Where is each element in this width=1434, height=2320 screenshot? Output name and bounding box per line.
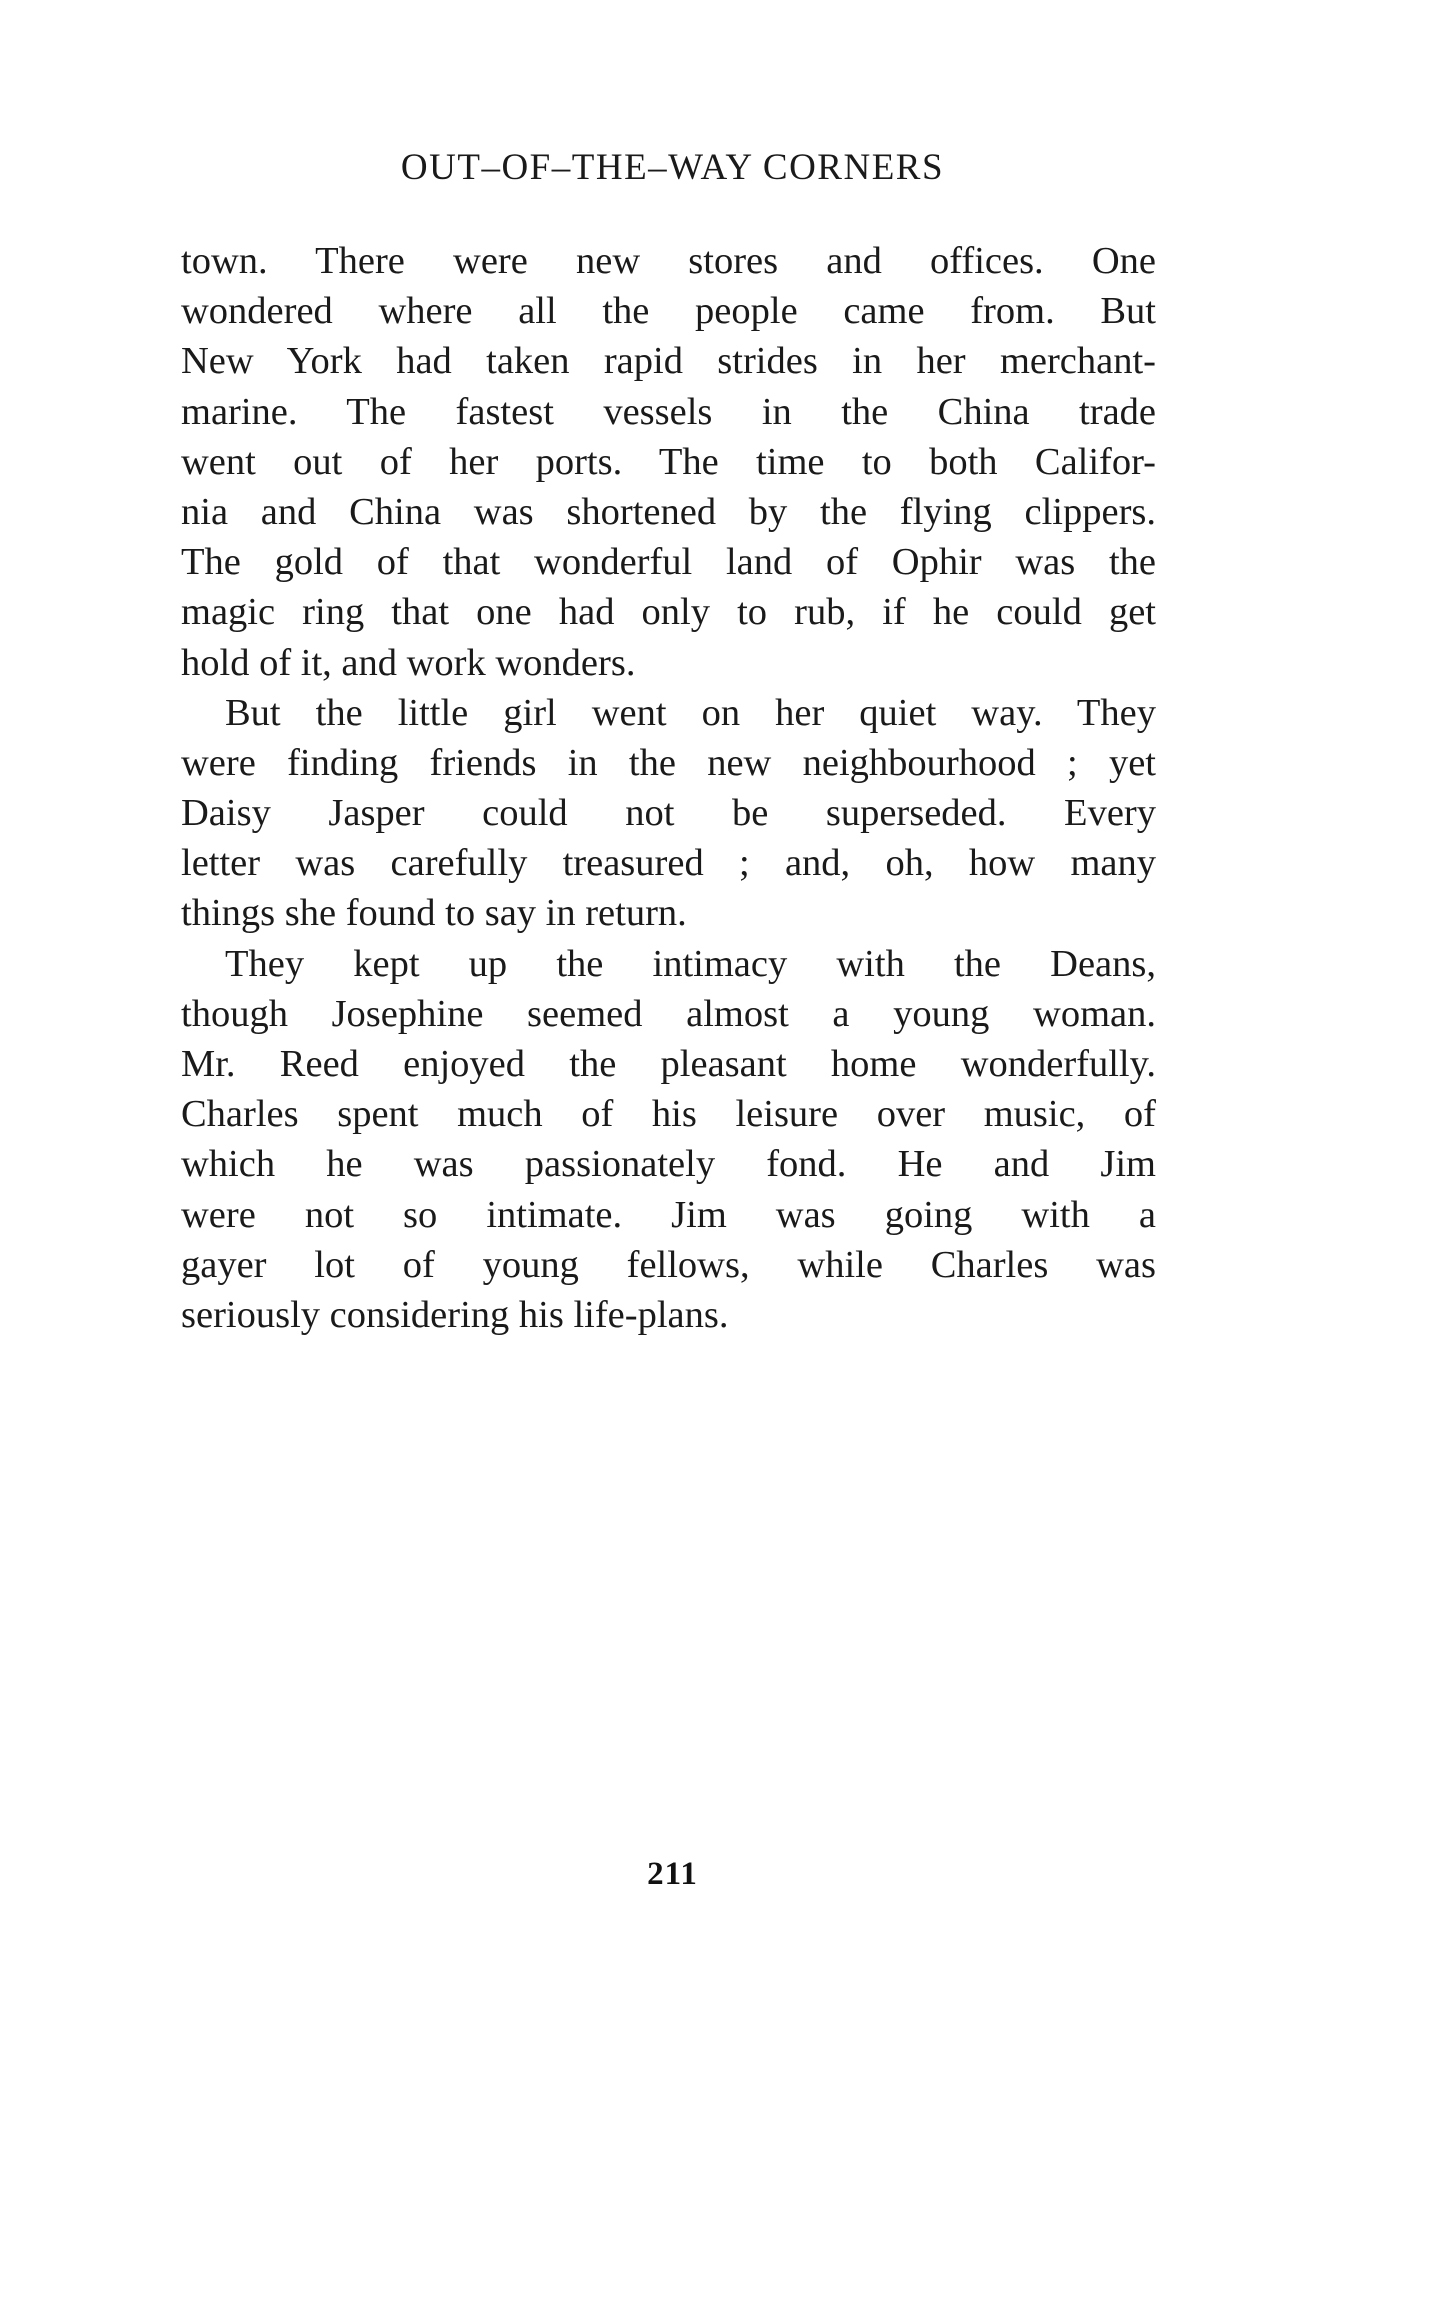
text-line: wondered where all the people came from. But	[181, 290, 1156, 333]
text-line: hold of it, and work wonders.	[181, 641, 636, 684]
text-line: town. There were new stores and offices. One	[181, 240, 1156, 282]
text-line: went out of her ports. The time to both Califor-	[181, 440, 1156, 483]
text-line: Mr. Reed enjoyed the pleasant home wonderfully.	[181, 1043, 1156, 1085]
text-line: But the little girl went on her quiet way. They	[225, 691, 1156, 734]
text-line: magic ring that one had only to rub, if he could get	[181, 591, 1156, 634]
text-line: marine. The fastest vessels in the China trade	[181, 390, 1156, 433]
text-line: New York had taken rapid strides in her merchant-	[181, 340, 1156, 383]
text-line: letter was carefully treasured ; and, oh, how many	[181, 842, 1156, 885]
page-number: 211	[647, 1856, 698, 1892]
text-line: The gold of that wonderful land of Ophir was the	[181, 541, 1156, 584]
running-header: OUT–OF–THE–WAY CORNERS	[400, 147, 945, 188]
text-line: were not so intimate. Jim was going with a	[181, 1193, 1156, 1236]
text-line: Daisy Jasper could not be superseded. Every	[181, 792, 1156, 835]
text-line: They kept up the intimacy with the Deans,	[225, 942, 1156, 985]
text-line: though Josephine seemed almost a young woman.	[181, 992, 1156, 1035]
text-line: which he was passionately fond. He and Jim	[181, 1143, 1156, 1186]
body-text	[181, 236, 1156, 1340]
text-line: nia and China was shortened by the flying clippers.	[181, 490, 1156, 533]
text-line: Charles spent much of his leisure over music, of	[181, 1093, 1156, 1136]
text-line: gayer lot of young fellows, while Charles was	[181, 1243, 1156, 1286]
text-line: things she found to say in return.	[181, 892, 687, 935]
text-line: seriously considering his life-plans.	[181, 1293, 729, 1336]
text-line: were finding friends in the new neighbourhood ; yet	[181, 741, 1156, 784]
